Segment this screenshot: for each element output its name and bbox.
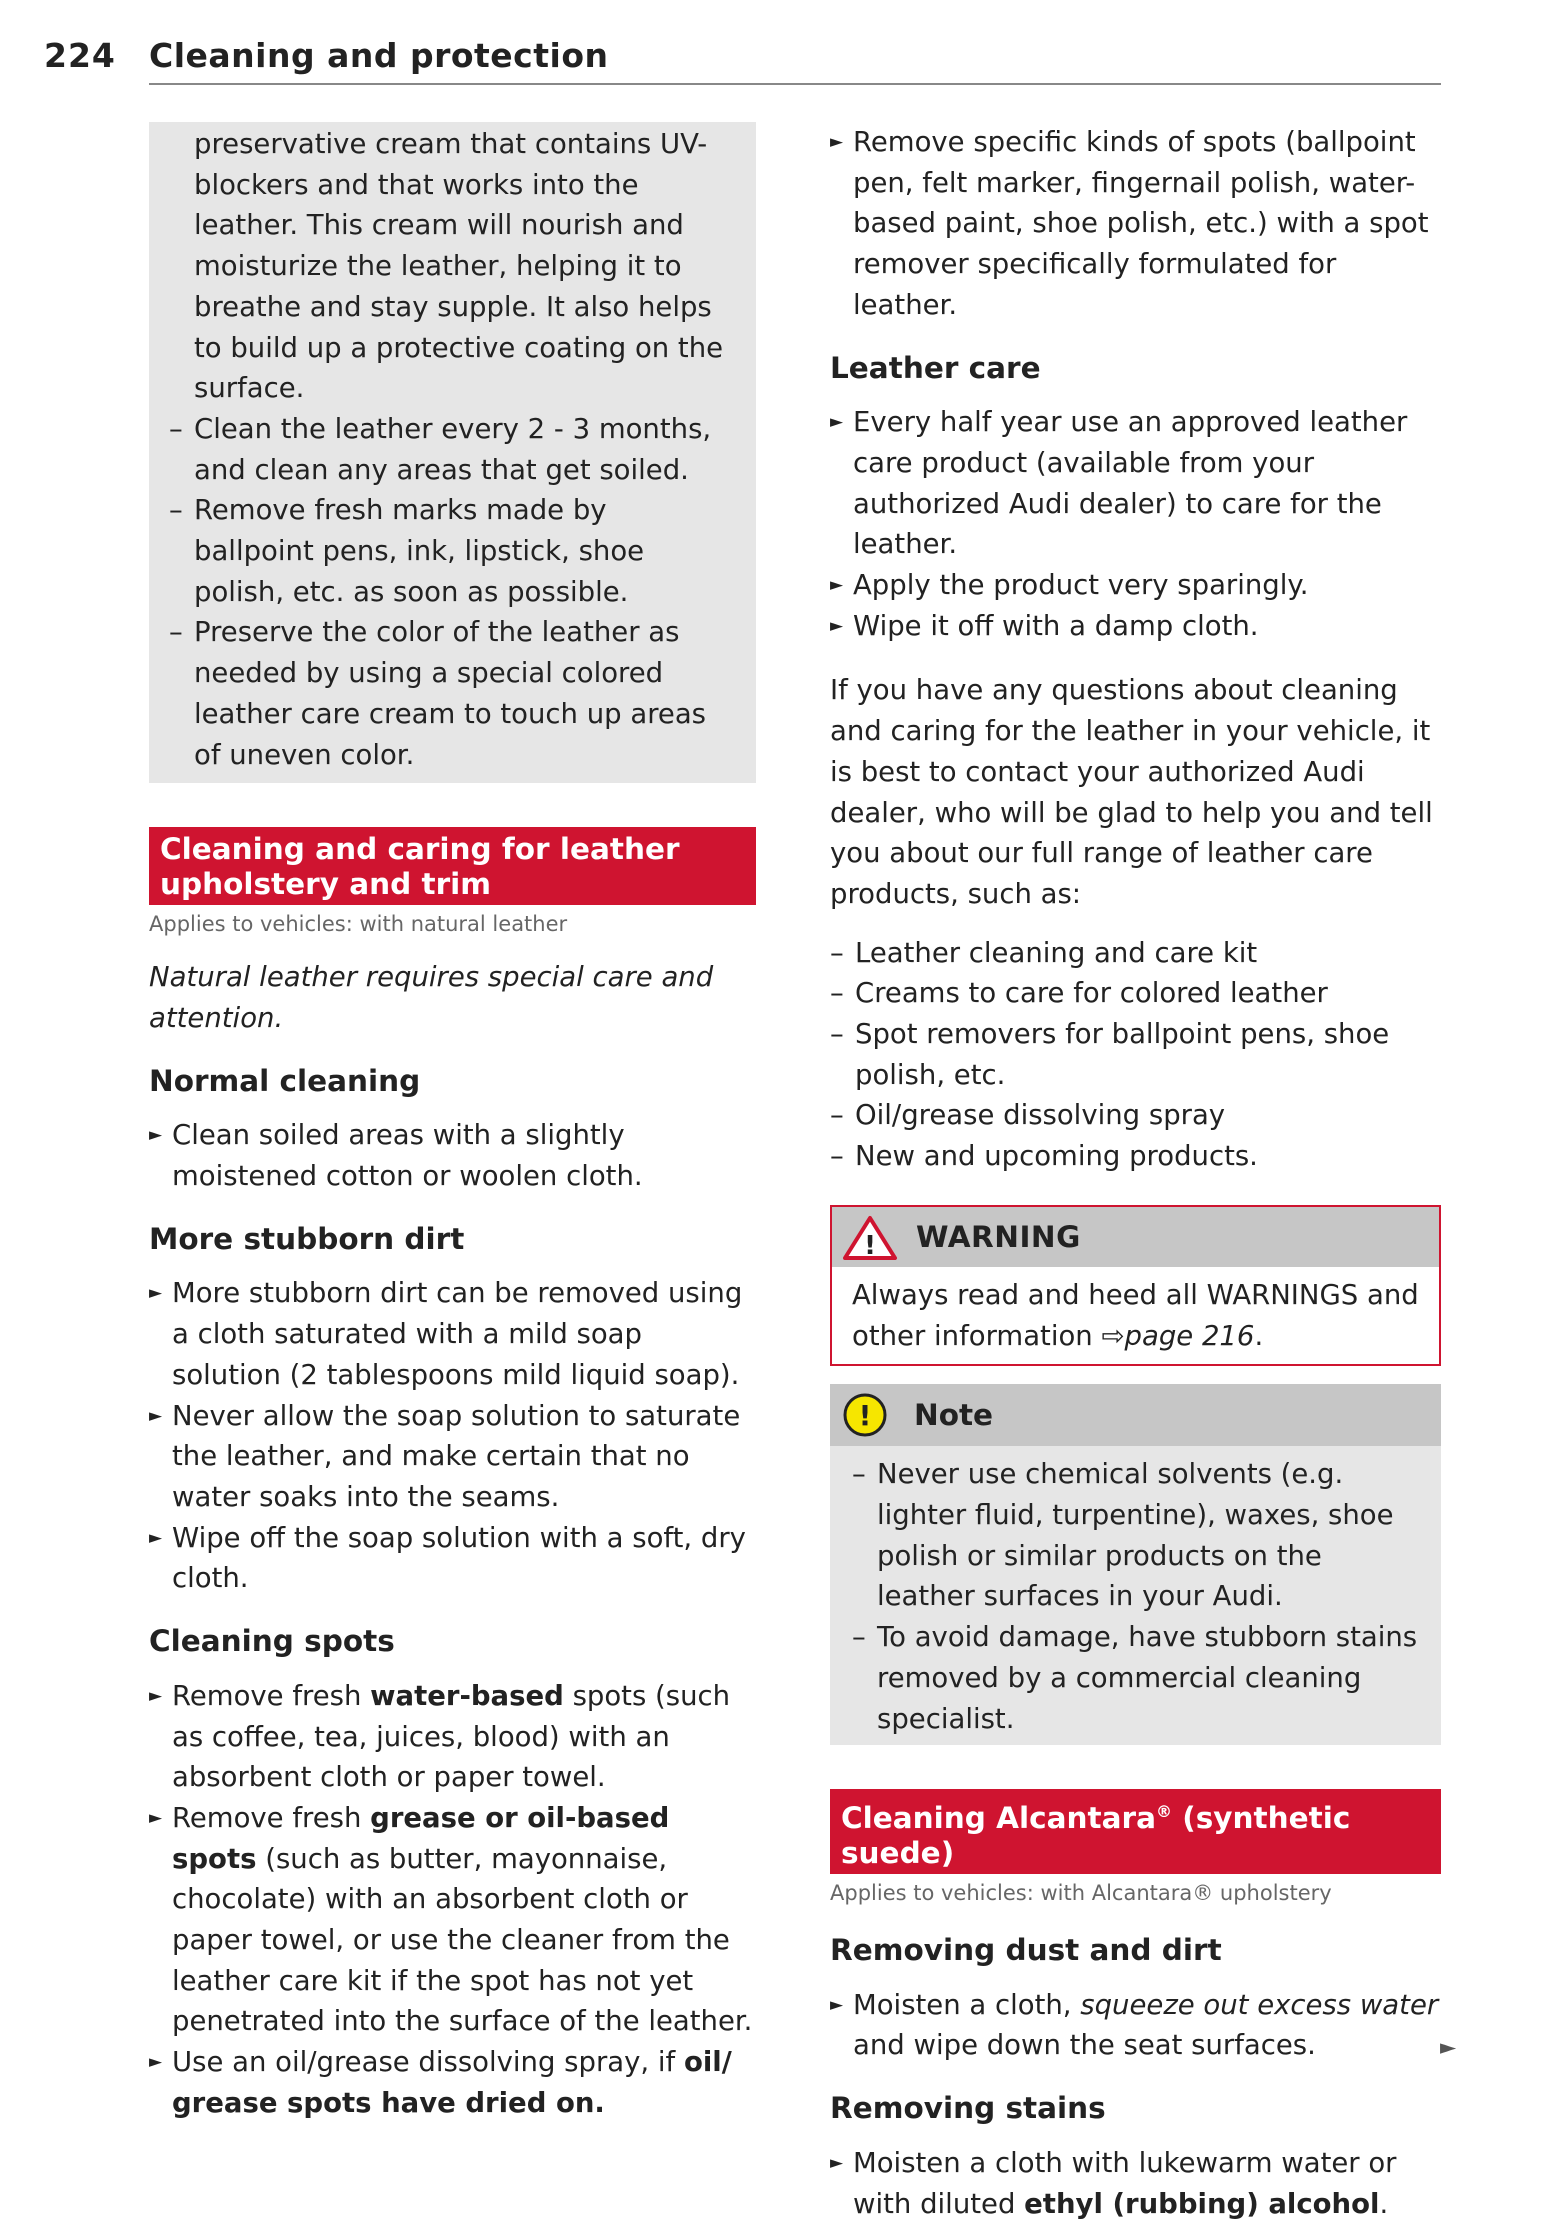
step-item — [149, 1798, 756, 2042]
alcantara-title-rest: (synthetic suede) — [841, 1801, 1351, 1871]
triangle-bullet-icon: ► — [830, 615, 844, 636]
dash-bullet: – — [830, 1018, 844, 1051]
product-item — [830, 1095, 1441, 1136]
product-text: Oil/grease dissolving spray — [855, 1099, 1226, 1132]
step-text: Never allow the soap solution to saturate the leather, and make certain that no water soaks into the seams. — [172, 1399, 741, 1513]
heading-removing-stains: Removing stains — [830, 2091, 1106, 2126]
alcantara-title: Cleaning Alcantara — [841, 1801, 1156, 1836]
page-reference-link[interactable]: page 216 — [1124, 1319, 1255, 1352]
step-text: Wipe it off with a damp cloth. — [853, 609, 1259, 642]
step-item — [149, 1273, 756, 1395]
note-item — [852, 1617, 1427, 1739]
page-number: 224 — [44, 36, 116, 75]
products-list — [830, 933, 1441, 1177]
step-text: Apply the product very sparingly. — [853, 569, 1309, 602]
section-banner-leather: Cleaning and caring for leather upholstery and trim — [149, 827, 756, 905]
triangle-bullet-icon: ► — [830, 2152, 844, 2173]
triangle-bullet-icon: ► — [830, 412, 844, 433]
step-text: Moisten a cloth with lukewarm water or with diluted — [853, 2146, 1397, 2220]
step-text: More stubborn dirt can be removed using a cloth saturated with a mild soap solution (2 tablespoons mild liquid soap). — [172, 1277, 743, 1391]
dash-bullet: – — [852, 1621, 866, 1654]
triangle-bullet-icon: ► — [830, 1994, 844, 2015]
note-text: Never use chemical solvents (e.g. lighter fluid, turpentine), waxes, shoe polish or similar products on the leather surfaces in your Audi. — [877, 1458, 1394, 1613]
note-box — [830, 1384, 1441, 1745]
dash-bullet: – — [852, 1458, 866, 1491]
dash-bullet: – — [169, 494, 183, 527]
warning-triangle-icon — [842, 1215, 898, 1261]
questions-paragraph: If you have any questions about cleaning and caring for the leather in your vehicle, it is best to contact your authorized Audi dealer, who will be glad to help you and tell you about our full range of leather care products, such as: — [830, 674, 1433, 910]
heading-leather-care: Leather care — [830, 350, 1041, 385]
step-item — [149, 1676, 756, 1798]
product-item — [830, 933, 1441, 974]
step-text: Remove fresh — [172, 1679, 371, 1712]
warning-body — [832, 1267, 1439, 1364]
step-text: Clean soiled areas with a slightly moistened cotton or woolen cloth. — [172, 1119, 643, 1193]
heading-removing-dust: Removing dust and dirt — [830, 1933, 1222, 1968]
step-text: Wipe off the soap solution with a soft, dry cloth. — [172, 1521, 746, 1595]
product-text: Spot removers for ballpoint pens, shoe polish, etc. — [855, 1018, 1390, 1091]
header-rule — [149, 83, 1441, 85]
step-item — [149, 2042, 756, 2123]
box-list-item — [169, 612, 731, 775]
leather-info-box — [149, 122, 756, 783]
warning-text: Always read and heed all WARNINGS and other information — [852, 1278, 1419, 1352]
step-item — [149, 1518, 756, 1599]
step-text: Remove specific kinds of spots (ballpoint pen, felt marker, fingernail polish, water-based paint, shoe polish, etc.) with a spot remover specifically formulated for leather. — [853, 126, 1429, 321]
step-text: (such as butter, mayonnaise, chocolate) with an absorbent cloth or paper towel, or use the cleaner from the leather care kit if the spot has not yet penetrated into the surface of the leather. — [172, 1842, 753, 2038]
note-body — [830, 1446, 1441, 1745]
warning-text-end: . — [1254, 1319, 1264, 1352]
warning-header — [832, 1207, 1439, 1267]
note-text: To avoid damage, have stubborn stains removed by a commercial cleaning specialist. — [877, 1621, 1418, 1735]
step-text: Every half year use an approved leather care product (available from your authorized Audi dealer) to care for the leather. — [853, 406, 1408, 561]
svg-text:!: ! — [858, 1399, 872, 1433]
triangle-bullet-icon: ► — [149, 1405, 163, 1426]
product-item — [830, 973, 1441, 1014]
product-item — [830, 1014, 1441, 1095]
step-item — [830, 1985, 1441, 2066]
step-item — [149, 1396, 756, 1518]
box-list-item — [169, 409, 731, 490]
step-text: Moisten a cloth, — [853, 1988, 1081, 2021]
step-item — [830, 402, 1441, 565]
triangle-bullet-icon: ► — [830, 575, 844, 596]
triangle-bullet-icon: ► — [149, 2052, 163, 2073]
step-item — [830, 565, 1441, 606]
step-bold-text: ethyl (rubbing) alcohol — [1024, 2187, 1380, 2220]
dash-bullet: – — [830, 977, 844, 1010]
dash-bullet: – — [169, 412, 183, 445]
product-text: New and upcoming products. — [855, 1140, 1258, 1173]
applies-note: Applies to vehicles: with Alcantara® upholstery — [830, 1881, 1332, 1906]
triangle-bullet-icon: ► — [149, 1807, 163, 1828]
step-item — [830, 2143, 1441, 2224]
box-list-item-text: Clean the leather every 2 - 3 months, and clean any areas that get soiled. — [194, 412, 712, 486]
triangle-bullet-icon: ► — [149, 1527, 163, 1548]
note-title: Note — [914, 1398, 994, 1433]
applies-note: Applies to vehicles: with natural leather — [149, 912, 568, 937]
product-text: Leather cleaning and care kit — [855, 936, 1258, 969]
right-column — [830, 122, 1441, 2224]
triangle-bullet-icon: ► — [149, 1283, 163, 1304]
step-text: Remove fresh — [172, 1801, 371, 1834]
step-text: . — [1379, 2187, 1389, 2220]
dash-bullet: – — [830, 1099, 844, 1132]
step-italic-text: squeeze out excess water — [1080, 1988, 1439, 2021]
dash-bullet: – — [830, 1140, 844, 1173]
dash-bullet: – — [830, 936, 844, 969]
continue-next-page-icon: ► — [1440, 2035, 1457, 2059]
triangle-bullet-icon: ► — [149, 1125, 163, 1146]
heading-stubborn-dirt: More stubborn dirt — [149, 1221, 465, 1256]
warning-box — [830, 1205, 1441, 1366]
step-text: spots (such as coffee, tea, juices, blood) with an absorbent cloth or paper towel. — [172, 1679, 731, 1794]
page-ref-arrow-icon: ⇨ — [1101, 1319, 1125, 1352]
heading-cleaning-spots: Cleaning spots — [149, 1624, 395, 1659]
note-item — [852, 1454, 1427, 1617]
step-bold-text: water-based — [370, 1679, 564, 1712]
heading-normal-cleaning: Normal cleaning — [149, 1063, 421, 1098]
triangle-bullet-icon: ► — [149, 1685, 163, 1706]
box-list-item — [169, 490, 731, 612]
page-header — [44, 36, 1441, 86]
intro-text: Natural leather requires special care and attention. — [149, 961, 714, 1034]
chapter-title: Cleaning and protection — [149, 36, 609, 75]
note-exclamation-icon — [840, 1392, 890, 1438]
registered-mark: ® — [1155, 1802, 1172, 1822]
svg-text:!: ! — [864, 1230, 876, 1261]
product-text: Creams to care for colored leather — [855, 977, 1328, 1010]
dash-bullet: – — [169, 616, 183, 649]
box-list-item-text: Remove fresh marks made by ballpoint pens, ink, lipstick, shoe polish, etc. as soon as possible. — [194, 494, 645, 608]
warning-title: WARNING — [916, 1219, 1081, 1254]
box-list-item-text: Preserve the color of the leather as needed by using a special colored leather care cream to touch up areas of uneven color. — [194, 616, 706, 771]
section-banner-alcantara — [830, 1789, 1441, 1874]
step-bold-text: grease or oil-based spots — [172, 1801, 670, 1875]
step-item — [149, 1115, 756, 1196]
left-column — [149, 122, 756, 2124]
note-header — [830, 1384, 1441, 1446]
step-item — [830, 606, 1441, 647]
step-text: and wipe down the seat surfaces. — [853, 2029, 1316, 2062]
step-bold-text: oil/ grease spots have dried on. — [172, 2046, 732, 2119]
triangle-bullet-icon: ► — [830, 132, 844, 152]
step-item — [830, 122, 1441, 326]
step-text: Use an oil/grease dissolving spray, if — [172, 2046, 684, 2079]
product-item — [830, 1136, 1441, 1177]
box-continuation-text: preservative cream that contains UV-blockers and that works into the leather. This cream will nourish and moisturize the leather, helping it to breathe and stay supple. It also helps to build up a protective coating on the surface. — [194, 128, 724, 405]
